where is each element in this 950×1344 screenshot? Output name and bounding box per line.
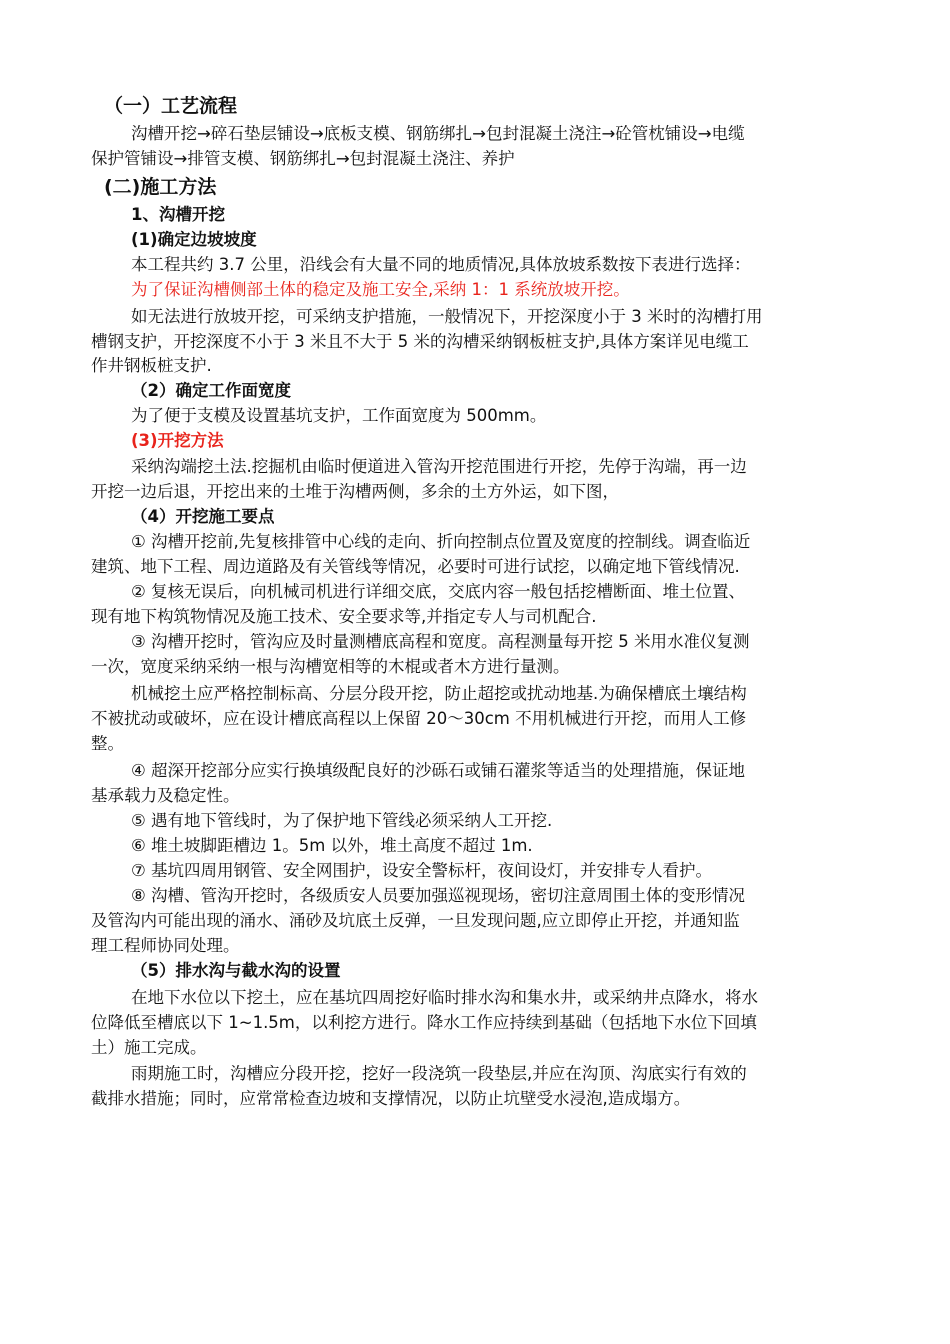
item-2-line-1: ② 复核无误后，向机械司机进行详细交底，交底内容一般包括挖槽断面、堆土位置、 [131, 582, 746, 601]
paragraph-method-1: 采纳沟端挖土法.挖掘机由临时便道进入管沟开挖范围进行开挖，先停于沟端，再一边 [131, 457, 747, 476]
process-line-2: 保护管铺设→排管支模、钢筋绑扎→包封混凝土浇注、养护 [91, 149, 515, 168]
paragraph-rainy-1: 雨期施工时，沟槽应分段开挖，挖好一段浇筑一段垫层,并应在沟顶、沟底实行有效的 [131, 1064, 747, 1083]
subheading-work-width: （2）确定工作面宽度 [131, 381, 291, 400]
subheading-slope: (1)确定边坡坡度 [131, 230, 257, 249]
item-8-line-1: ⑧ 沟槽、管沟开挖时，各级质安人员要加强巡视现场，密切注意周围土体的变形情况 [131, 886, 746, 905]
item-3b-line-3: 整。 [91, 734, 124, 753]
item-8-line-3: 理工程师协同处理。 [91, 936, 240, 955]
paragraph-slope-highlight: 为了保证沟槽侧部土体的稳定及施工安全,采纳 1：1 系统放坡开挖。 [131, 280, 630, 299]
subheading-trench-excavation: 1、沟槽开挖 [131, 205, 225, 224]
paragraph-slope: 本工程共约 3.7 公里，沿线会有大量不同的地质情况,具体放坡系数按下表进行选择： [131, 255, 751, 274]
paragraph-support-2: 槽钢支护，开挖深度不小于 3 米且不大于 5 米的沟槽采纳钢板桩支护,具体方案详见电缆工 [91, 332, 749, 351]
item-2-line-2: 现有地下构筑物情况及施工技术、安全要求等,并指定专人与司机配合. [91, 607, 597, 626]
subheading-key-points: （4）开挖施工要点 [131, 507, 275, 526]
item-7: ⑦ 基坑四周用钢管、安全网围护，设安全警标杆，夜间设灯，并安排专人看护。 [131, 861, 713, 880]
item-1-line-2: 建筑、地下工程、周边道路及有关管线等情况，必要时可进行试挖，以确定地下管线情况. [91, 557, 740, 576]
item-6: ⑥ 堆土坡脚距槽边 1。5m 以外，堆土高度不超过 1m. [131, 836, 533, 855]
item-4-line-2: 基承载力及稳定性。 [91, 786, 240, 805]
process-line-1: 沟槽开挖→碎石垫层铺设→底板支模、钢筋绑扎→包封混凝土浇注→砼管枕铺设→电缆 [131, 124, 745, 143]
paragraph-support-1: 如无法进行放坡开挖，可采纳支护措施，一般情况下，开挖深度小于 3 米时的沟槽打用 [131, 307, 763, 326]
heading-process: （一）工艺流程 [104, 95, 238, 117]
subheading-drainage: （5）排水沟与截水沟的设置 [131, 961, 341, 980]
paragraph-rainy-2: 截排水措施；同时，应常常检查边坡和支撑情况，以防止坑壁受水浸泡,造成塌方。 [91, 1089, 691, 1108]
item-1-line-1: ① 沟槽开挖前,先复核排管中心线的走向、折向控制点位置及宽度的控制线。调查临近 [131, 532, 751, 551]
paragraph-drainage-2: 位降低至槽底以下 1~1.5m，以利挖方进行。降水工作应持续到基础（包括地下水位下回填 [91, 1013, 757, 1032]
subheading-excavation-method: (3)开挖方法 [131, 431, 224, 450]
item-4-line-1: ④ 超深开挖部分应实行换填级配良好的沙砾石或铺石灌浆等适当的处理措施，保证地 [131, 761, 746, 780]
paragraph-drainage-1: 在地下水位以下挖土，应在基坑四周挖好临时排水沟和集水井，或采纳井点降水，将水 [131, 988, 758, 1007]
item-3-line-1: ③ 沟槽开挖时，管沟应及时量测槽底高程和宽度。高程测量每开挖 5 米用水准仪复测 [131, 632, 750, 651]
paragraph-support-3: 作井钢板桩支护. [91, 356, 212, 375]
paragraph-method-2: 开挖一边后退，开挖出来的土堆于沟槽两侧，多余的土方外运，如下图， [91, 482, 619, 501]
heading-method: (二)施工方法 [104, 176, 217, 198]
item-3b-line-1: 机械挖土应严格控制标高、分层分段开挖，防止超挖或扰动地基.为确保槽底土壤结构 [131, 684, 747, 703]
item-8-line-2: 及管沟内可能出现的涌水、涌砂及坑底土反弹，一旦发现问题,应立即停止开挖，并通知监 [91, 911, 740, 930]
paragraph-drainage-3: 土）施工完成。 [91, 1038, 207, 1057]
item-3b-line-2: 不被扰动或破坏，应在设计槽底高程以上保留 20～30cm 不用机械进行开挖，而用人工修 [91, 709, 747, 728]
item-5: ⑤ 遇有地下管线时，为了保护地下管线必须采纳人工开挖. [131, 811, 553, 830]
paragraph-work-width: 为了便于支模及设置基坑支护，工作面宽度为 500mm。 [131, 406, 547, 425]
item-3-line-2: 一次，宽度采纳采纳一根与沟槽宽相等的木棍或者木方进行量测。 [91, 657, 570, 676]
